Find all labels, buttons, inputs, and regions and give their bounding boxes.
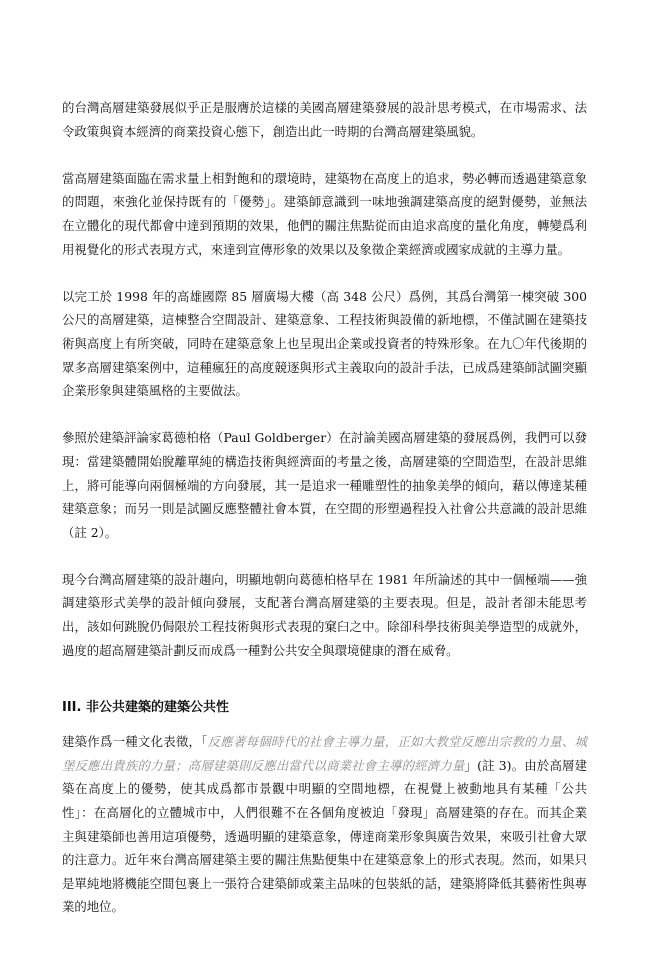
paragraph-2: 當高層建築面臨在需求量上相對飽和的環境時，建築物在高度上的追求，勢必轉而透過建築意象的問題，來強化並保持既有的「優勢」。建築師意識到一味地強調建築高度的絕對優勢，並無法在立體化的現代都會中達到預期的效果，他們的關注焦點從而由追求高度的量化角度，轉變爲利用視覺化的形式表現方式，來達到宣傳形象的效果以及象徵企業經濟或國家成就的主導力量。 (62, 170, 587, 257)
paragraph-gap (62, 544, 587, 568)
section-heading: III. 非公共建築的建築公共性 (62, 700, 229, 716)
paragraph-gap (62, 403, 587, 427)
paragraph-3: 以完工於 1998 年的高雄國際 85 層廣場大樓（高 348 公尺）爲例，其爲台灣第一棟突破 300 公尺的高層建築，這棟整合空間設計、建築意象、工程技術與設備的新地標，不僅試圖在建築技術與高度上有所突破，同時在建築意象上也呈現出企業或投資者的特殊形象。在九〇年代後期的眾多高層建築案例中，這種瘋狂的高度競逐與形式主義取向的設計手法，已成爲建築師試圖突顯企業形象與建築風格的主要做法。 (62, 288, 587, 399)
section-quote-text: 反應著每個時代的社會主導力量，正如大教堂反應出宗教的力量、城堡反應出貴族的力量；高層建築則反應出當代以商業社會主導的經濟力量 (62, 734, 588, 773)
section-intro-text: 建築作爲一種文化表徵，「 (62, 734, 208, 750)
paragraph-gap (62, 143, 587, 167)
paragraph-gap (62, 261, 587, 285)
paragraph-4: 參照於建築評論家葛德柏格（Paul Goldberger）在討論美國高層建築的發展爲例，我們可以發現：當建築體開始脫離單純的構造技術與經濟面的考量之後，高層建築的空間造型，在設計思維上，將可能導向兩個極端的方向發展，其一是追求一種雕塑性的抽象美學的傾向，藉以傳達某種建築意象；而另一則是試圖反應整體社會本質，在空間的形塑過程投入社會公共意識的設計思維（註 2）。 (62, 430, 587, 540)
paragraph-5: 現今台灣高層建築的設計趨向，明顯地朝向葛德柏格早在 1981 年所論述的其中一個極端——強調建築形式美學的設計傾向發展，支配著台灣高層建築的主要表現。但是，設計者卻未能思考出，該如何跳脫仍侷限於工程技術與形式表現的窠臼之中。除卻科學技術與美學造型的成就外，過度的超高層建築計劃反而成爲一種對公共安全與環境健康的潛在威脅。 (62, 571, 587, 658)
document-page (62, 96, 587, 919)
paragraph-1: 的台灣高層建築發展似乎正是服膺於這樣的美國高層建築發展的設計思考模式，在市場需求、法令政策與資本經濟的商業投資心態下，創造出此一時期的台灣高層建築風貌。 (62, 100, 587, 139)
section-body-text: 」(註 3)。由於高層建築在高度上的優勢，使其成爲都市景觀中明顯的空間地標，在視覺上被動地具有某種「公共性」：在高層化的立體城市中，人們很難不在各個角度被迫「發現」高層建築的存在。而其企業主與建築師也善用這項優勢，透過明顯的建築意象，傳達商業形象與廣告效果，來吸引社會大眾的注意力。近年來台灣高層建築主要的關注焦點便集中在建築意象上的形式表現。然而，如果只是單純地將機能空間包裹上一張符合建築師或業主品味的包裝紙的話，建築將降低其藝術性與專業的地位。 (62, 757, 587, 915)
section-paragraph (62, 730, 587, 919)
